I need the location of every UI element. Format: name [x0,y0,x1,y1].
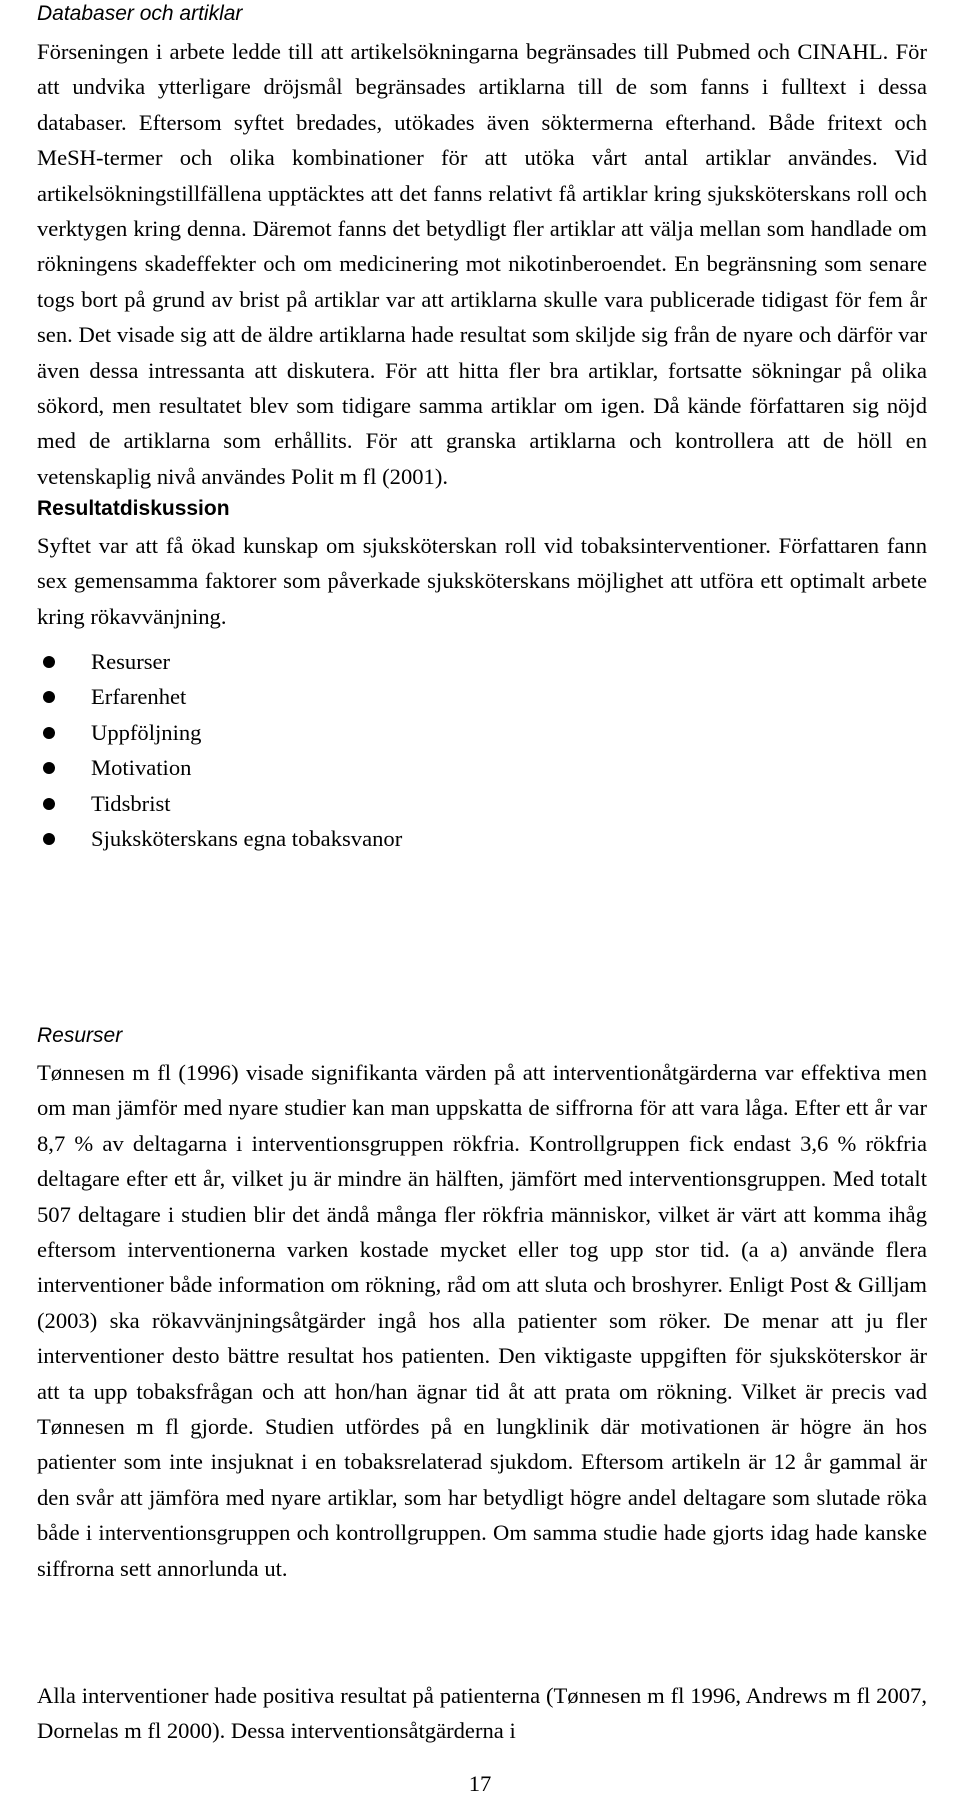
factor-label: Sjuksköterskans egna tobaksvanor [91,826,403,852]
factor-list [37,644,927,856]
paragraph-interventioner: Alla interventioner hade positiva resultat på patienterna (Tønnesen m fl 1996, Andrews m fl 2007, Dornelas m fl 2000). Dessa interventionsåtgärderna i [37,1683,927,1744]
bullet-icon [43,691,55,703]
factor-label: Uppföljning [91,719,202,745]
bullet-icon [43,798,55,810]
list-item [37,715,927,750]
bullet-icon [43,727,55,739]
page-number: 17 [468,1771,492,1796]
bullet-icon [43,656,55,668]
bullet-icon [43,833,55,845]
section-heading-resultatdiskussion: Resultatdiskussion [37,497,230,520]
section-heading-resurser: Resurser [37,1024,123,1047]
list-item [37,644,927,679]
section-heading-databaser: Databaser och artiklar [37,2,243,25]
list-item [37,750,927,785]
bullet-icon [43,762,55,774]
paragraph-resultatdiskussion: Syftet var att få ökad kunskap om sjuksköterskan roll vid tobaksinterventioner. Författaren fann sex gemensamma faktorer som påverkade sjuksköterskans möjlighet att utföra ett optimalt arbete kring rökavvänjning. [37,533,927,629]
factor-label: Motivation [91,755,192,781]
factor-label: Erfarenhet [91,684,187,710]
list-item [37,786,927,821]
factor-label: Resurser [91,649,171,674]
factor-label: Tidsbrist [91,790,171,816]
paragraph-resurser: Tønnesen m fl (1996) visade signifikanta värden på att interventionåtgärderna var effektiva men om man jämför med nyare studier kan man uppskatta de siffrorna för att vara låga. Efter ett år var 8,7 % av deltagarna i interventionsgruppen rökfria. Kontrollgruppen fick endast 3,6 % rökfria deltagare efter ett år, vilket ju är mindre än hälften, jämfört med interventionsgruppen. Med totalt 507 deltagare i studien blir det ändå många fler rökfria människor, vilket är värt att komma ihåg eftersom interventionerna varken kostade mycket eller tog upp stor tid. (a a) använde flera interventioner både information om rökning, råd om att sluta och broshyrer. Enligt Post & Gilljam (2003) ska rökavvänjningsåtgärder ingå hos alla patienter som röker. De menar att ju fler interventioner desto bättre resultat hos patienten. Den viktigaste uppgiften för sjuksköterskor är att ta upp tobaksfrågan och att hon/han ägnar tid åt att prata om rökning. Vilket är precis vad Tønnesen m fl gjorde. Studien utfördes på en lungklinik där motivationen är högre än hos patienter som inte insjuknat i en tobaksrelaterad sjukdom. Eftersom artikeln är 12 år gammal är den svår att jämföra med nyare artiklar, som har betydligt högre andel deltagare som slutade röka både i interventionsgruppen och kontrollgruppen. Om samma studie hade gjorts idag hade kanske siffrorna sett annorlunda ut. [37,1060,927,1581]
list-item [37,821,927,856]
paragraph-databaser: Förseningen i arbete ledde till att artikelsökningarna begränsades till Pubmed och CINAHL. För att undvika ytterligare dröjsmål begränsades artiklarna till de som fanns i fulltext i dessa databaser. Eftersom syftet bredades, utökades även söktermerna efterhand. Både fritext och MeSH-termer och olika kombinationer för att utöka vårt antal artiklar användes. Vid artikelsökningstillfällena upptäcktes att det fanns relativt få artiklar kring sjuksköterskans roll och verktygen kring denna. Däremot fanns det betydligt fler artiklar att välja mellan som handlade om rökningens skadeffekter och om medicinering mot nikotinberoendet. En begränsning som senare togs bort på grund av brist på artiklar var att artiklarna skulle vara publicerade tidigast för fem år sen. Det visade sig att de äldre artiklarna hade resultat som skiljde sig från de nyare och därför var även dessa intressanta att diskutera. För att hitta fler bra artiklar, fortsatte sökningar på olika sökord, men resultatet blev som tidigare samma artiklar om igen. Då kände författaren sig nöjd med de artiklarna som erhållits. För att granska artiklarna och kontrollera att de höll en vetenskaplig nivå användes Polit m fl (2001). [37,39,927,489]
list-item [37,679,927,714]
